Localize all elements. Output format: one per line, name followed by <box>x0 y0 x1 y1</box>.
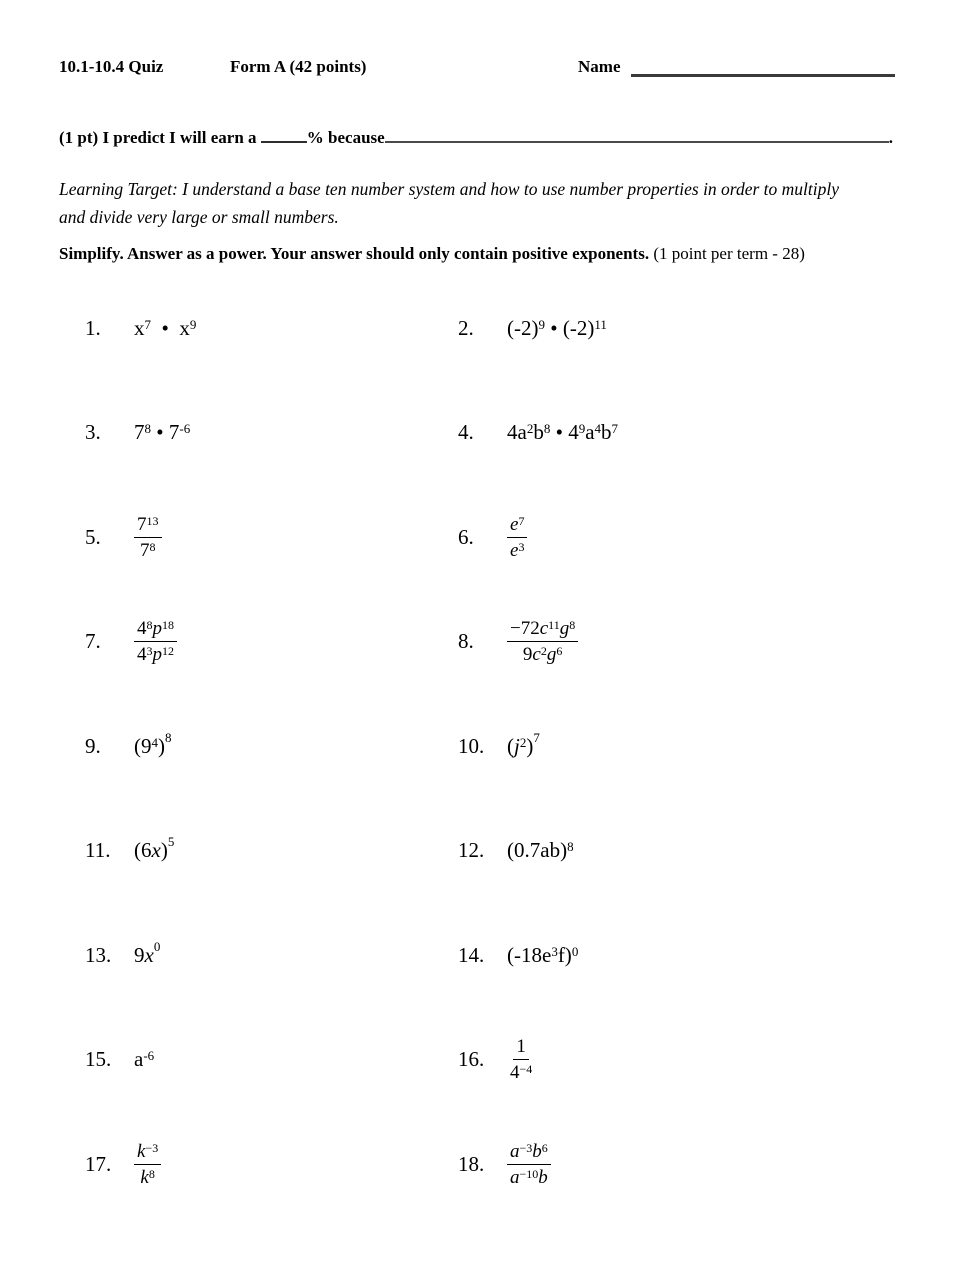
problem-number: 5. <box>85 524 101 549</box>
fraction-numerator <box>507 1140 551 1165</box>
exponent: 8 <box>567 839 574 854</box>
expression <box>507 420 618 445</box>
fraction-denominator <box>134 642 177 666</box>
problem-number: 15. <box>85 1047 112 1071</box>
problem-3 <box>85 405 190 461</box>
learning-target-line2: and divide very large or small numbers. <box>59 207 339 227</box>
problem-15 <box>85 1032 154 1088</box>
exponent: 8 <box>144 421 151 436</box>
exponent: 3 <box>146 644 153 658</box>
problem-number: 18. <box>458 1151 485 1176</box>
fraction <box>507 617 578 666</box>
instructions <box>59 244 934 264</box>
math-token: k <box>140 1166 149 1188</box>
exponent: 2 <box>519 734 527 750</box>
fraction-denominator <box>137 1165 157 1189</box>
page-header <box>59 57 920 81</box>
fraction-denominator <box>137 538 159 562</box>
math-token: ) <box>160 838 168 862</box>
math-token: 7 <box>134 420 145 444</box>
math-token: (6 <box>134 838 152 862</box>
math-token: p <box>152 618 162 639</box>
math-token: e <box>510 513 519 535</box>
exponent: -6 <box>143 1048 155 1063</box>
exponent: 9 <box>189 316 197 332</box>
math-token: 4 <box>137 644 147 665</box>
problem-number: 4. <box>458 420 474 444</box>
exponent: −10 <box>519 1166 539 1181</box>
exponent: 6 <box>541 1140 548 1155</box>
problem-7 <box>85 614 177 670</box>
problem-18 <box>458 1136 551 1192</box>
math-token: 7 <box>140 539 150 561</box>
predict-line <box>59 126 920 148</box>
predict-period: . <box>888 128 893 147</box>
problem-number: 12. <box>458 838 485 862</box>
learning-target <box>59 175 934 231</box>
problem-row <box>0 1136 979 1241</box>
exponent: 8 <box>165 729 172 745</box>
fraction-numerator <box>507 513 527 538</box>
predict-mid: % because <box>306 128 385 147</box>
math-token: • <box>151 420 169 444</box>
problem-number: 7. <box>85 629 101 653</box>
expression <box>507 943 578 968</box>
exponent: 0 <box>571 943 579 959</box>
expression <box>507 729 540 759</box>
math-token: 4 <box>568 420 579 444</box>
percent-blank <box>261 126 307 143</box>
problem-number: 14. <box>458 942 485 967</box>
math-token: (9 <box>134 733 152 758</box>
expression <box>134 834 175 863</box>
exponent: 7 <box>144 316 151 332</box>
math-token: 7 <box>168 420 180 444</box>
fraction <box>134 617 177 666</box>
math-token: 4a <box>507 420 527 444</box>
problem-17 <box>85 1136 161 1192</box>
fraction <box>134 1140 161 1189</box>
exponent: 8 <box>148 1166 155 1181</box>
exponent: −4 <box>519 1062 533 1076</box>
fraction-denominator <box>507 1060 535 1084</box>
math-token: ( <box>507 733 514 758</box>
exponent: 7 <box>611 421 619 436</box>
math-token: x <box>179 315 190 340</box>
problem-row <box>0 509 979 614</box>
math-token: a <box>134 1047 144 1071</box>
exponent: 5 <box>167 834 175 849</box>
fraction-numerator <box>134 513 162 538</box>
expression <box>507 838 574 863</box>
problem-8 <box>458 614 578 670</box>
problem-13 <box>85 927 160 983</box>
exponent: 3 <box>518 539 525 554</box>
fraction-denominator <box>520 642 565 666</box>
exponent: −3 <box>519 1140 533 1155</box>
math-token: b <box>533 420 544 444</box>
math-token: a <box>510 1140 520 1162</box>
fraction-numerator <box>134 1140 161 1165</box>
problem-number: 3. <box>85 420 101 444</box>
expression <box>134 729 172 759</box>
exponent: 11 <box>548 618 560 632</box>
math-token: ) <box>158 733 165 758</box>
problem-16 <box>458 1032 535 1088</box>
math-token: b <box>532 1140 542 1162</box>
problem-number: 8. <box>458 629 474 653</box>
math-token: x <box>151 838 161 862</box>
problem-number: 2. <box>458 315 474 340</box>
exponent: 12 <box>162 644 174 658</box>
fraction <box>507 1140 551 1189</box>
problem-row <box>0 718 979 823</box>
expression <box>134 316 196 341</box>
name-blank-line <box>631 57 895 77</box>
expression <box>134 1047 154 1072</box>
problem-row <box>0 614 979 719</box>
problem-5 <box>85 509 162 565</box>
fraction <box>134 513 162 562</box>
problem-row <box>0 300 979 405</box>
predict-prefix: (1 pt) I predict I will earn a <box>59 128 261 147</box>
math-token: 4 <box>137 618 147 639</box>
math-token: (-18e <box>507 942 552 967</box>
math-token: 7 <box>137 513 147 535</box>
problem-4 <box>458 405 618 461</box>
problems-section <box>0 300 979 1241</box>
instructions-points: (1 point per term - 28) <box>649 244 805 263</box>
exponent: 8 <box>149 539 156 554</box>
expression <box>507 316 607 341</box>
form-label: Form A (42 points) <box>230 57 367 76</box>
problem-row <box>0 927 979 1032</box>
exponent: 4 <box>151 734 158 750</box>
math-token: • <box>550 420 569 444</box>
problem-6 <box>458 509 527 565</box>
math-token: j <box>514 733 520 758</box>
math-token: 4 <box>510 1062 520 1083</box>
exponent: 6 <box>556 644 563 658</box>
math-token: b <box>538 1166 548 1188</box>
problem-row <box>0 405 979 510</box>
problem-number: 11. <box>85 838 111 862</box>
exponent: 8 <box>543 421 551 436</box>
math-token: p <box>152 644 162 665</box>
math-token: 9 <box>522 644 533 665</box>
fraction-numerator <box>134 617 177 642</box>
math-token: • <box>151 315 180 340</box>
problem-number: 16. <box>458 1047 485 1071</box>
math-token: g <box>546 644 557 665</box>
fraction-numerator <box>507 617 578 642</box>
exponent: 13 <box>146 513 159 528</box>
exponent: 2 <box>526 421 534 436</box>
exponent: 3 <box>551 943 558 959</box>
math-token: c <box>539 618 549 639</box>
problem-number: 6. <box>458 524 474 549</box>
problem-row <box>0 823 979 928</box>
exponent: 7 <box>533 729 540 745</box>
exponent: 11 <box>594 316 607 332</box>
problem-number: 9. <box>85 733 101 758</box>
exponent: 18 <box>162 618 174 632</box>
problem-number: 10. <box>458 733 485 758</box>
exponent: 2 <box>540 644 547 658</box>
fraction-denominator <box>507 1165 551 1189</box>
because-blank <box>385 126 889 143</box>
name-label: Name <box>578 57 621 76</box>
math-token: e <box>510 539 519 561</box>
math-token: 9 <box>134 942 145 967</box>
math-token: (-2) <box>507 315 539 340</box>
problem-2 <box>458 300 607 356</box>
exponent: -6 <box>179 421 191 436</box>
exponent: 9 <box>538 316 545 332</box>
quiz-title: 10.1-10.4 Quiz <box>59 57 164 76</box>
math-token: c <box>532 644 541 665</box>
fraction-denominator <box>507 538 527 562</box>
problem-row <box>0 1032 979 1137</box>
math-token: a <box>510 1166 520 1188</box>
instructions-bold: Simplify. Answer as a power. Your answer should only contain positive exponents. <box>59 244 650 263</box>
math-token: x <box>144 942 154 967</box>
exponent: −3 <box>145 1140 159 1155</box>
problem-12 <box>458 823 574 879</box>
problem-14 <box>458 927 578 983</box>
exponent: 9 <box>578 421 586 436</box>
exponent: 7 <box>518 513 525 528</box>
expression <box>134 420 190 445</box>
problem-9 <box>85 718 172 774</box>
problem-number: 17. <box>85 1151 112 1176</box>
exponent: 4 <box>594 421 602 436</box>
problem-10 <box>458 718 540 774</box>
problem-number: 13. <box>85 942 112 967</box>
exponent: 8 <box>146 618 153 632</box>
exponent: 0 <box>153 938 161 954</box>
math-token: • <box>544 315 563 340</box>
problem-1 <box>85 300 196 356</box>
math-token: (-2) <box>562 315 595 340</box>
math-token: a <box>585 420 595 444</box>
expression <box>134 938 161 968</box>
exponent: 8 <box>569 618 576 632</box>
math-token: g <box>559 618 570 639</box>
problem-11 <box>85 823 174 879</box>
problem-number: 1. <box>85 315 101 340</box>
math-token: −72 <box>510 618 540 639</box>
learning-target-line1: Learning Target: I understand a base ten number system and how to use number properties in order to multiply <box>59 179 840 199</box>
math-token: k <box>137 1140 146 1162</box>
fraction-numerator <box>513 1035 529 1060</box>
math-token: (0.7ab) <box>507 838 568 862</box>
fraction <box>507 1035 535 1084</box>
fraction <box>507 513 527 562</box>
math-token: 1 <box>516 1036 526 1057</box>
math-token: ) <box>526 733 534 758</box>
math-token: x <box>134 315 145 340</box>
math-token: f) <box>557 942 572 967</box>
math-token: b <box>601 420 612 444</box>
